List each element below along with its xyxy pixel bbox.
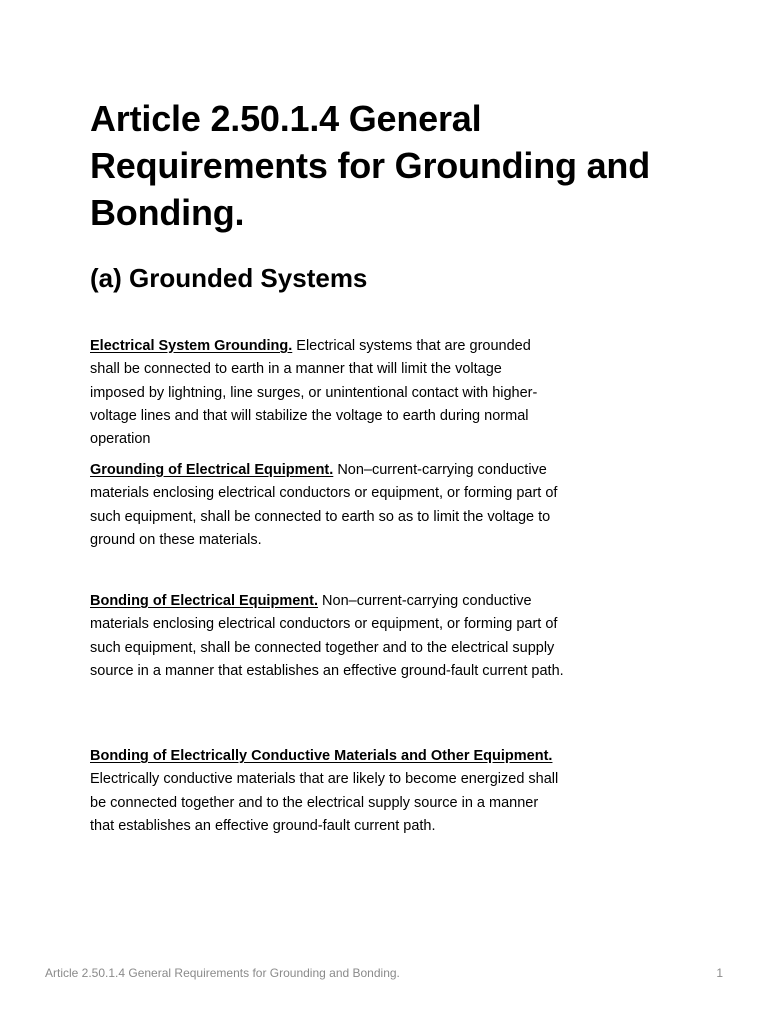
paragraph-lead: Electrical System Grounding. (90, 338, 293, 354)
paragraph-body: Non–current-carrying conductive materials enclosing electrical conductors or equipment, or forming part of such equipment, shall be connected to earth so as to limit the voltage to ground on these materials. (90, 462, 558, 548)
paragraph-grounding-of-electrical-equipment (90, 459, 560, 552)
paragraph-bonding-of-conductive-materials (90, 745, 560, 838)
paragraph-electrical-system-grounding (90, 335, 540, 451)
paragraph-lead: Grounding of Electrical Equipment. (90, 462, 334, 478)
paragraph-body: Electrical systems that are grounded shall be connected to earth in a manner that will limit the voltage imposed by lightning, line surges, or unintentional contact with higher-voltage lines and that will stabilize the voltage to earth during normal operation (90, 338, 538, 448)
paragraph-body: Non–current-carrying conductive materials enclosing electrical conductors or equipment, or forming part of such equipment, shall be connected together and to the electrical supply source in a manner that establishes an effective ground-fault current path. (90, 593, 564, 679)
section-heading: (a) Grounded Systems (90, 263, 368, 293)
paragraph-bonding-of-electrical-equipment (90, 590, 570, 683)
paragraph-lead: Bonding of Electrically Conductive Materials and Other Equipment. (90, 748, 553, 764)
paragraph-body: Electrically conductive materials that are likely to become energized shall be connected together and to the electrical supply source in a manner that establishes an effective ground-fault current path. (90, 771, 559, 834)
footer-title: Article 2.50.1.4 General Requirements for Grounding and Bonding. (45, 966, 400, 980)
article-title: Article 2.50.1.4 General Requirements for Grounding and Bonding. (90, 98, 651, 233)
page-number: 1 (716, 966, 723, 980)
paragraph-lead: Bonding of Electrical Equipment. (90, 593, 318, 609)
